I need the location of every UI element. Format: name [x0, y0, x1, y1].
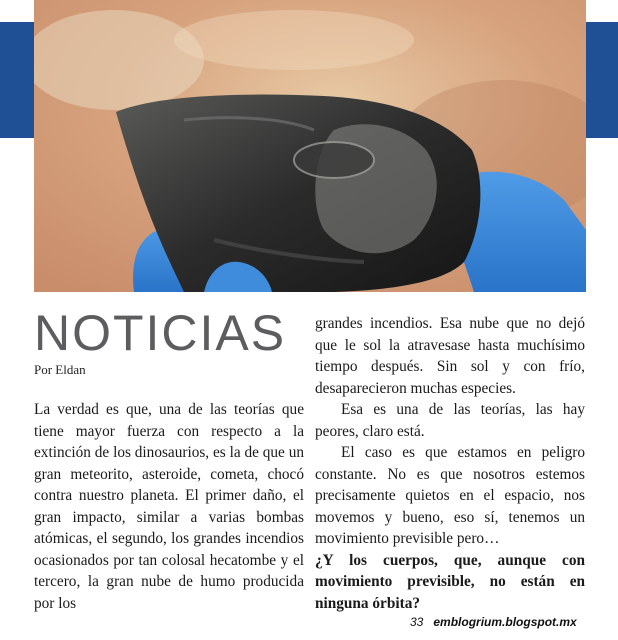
header-band-right — [586, 22, 618, 138]
meteorite-photo — [34, 0, 586, 292]
right-paragraph-3: El caso es que estamos en peligro constante. No es que nosotros estemos precisamente quietos en el espacio, nos movemos y bueno, eso sí, tenemos un movimiento previsible pero… — [315, 444, 585, 547]
left-paragraph: La verdad es que, una de las teorías que tiene mayor fuerza con respecto a la extinción de los dinosaurios, es la de que un gran meteorito, asteroide, cometa, chocó contra nuestro planeta. El primer daño, el gran impacto, similar a varias bombas atómicas, el segundo, los grandes incendios ocasionados por tan colosal hecatombe y el tercero, la gran nube de humo producida por los — [34, 401, 304, 612]
byline: Por Eldan — [34, 362, 86, 377]
page-footer — [410, 615, 577, 629]
header-band-left — [0, 22, 34, 138]
left-column — [34, 399, 304, 614]
right-paragraph-2: Esa es una de las teorías, las hay peores, claro está. — [315, 401, 585, 440]
closing-question: ¿Y los cuerpos, que, aunque con movimiento previsible, no están en ninguna órbita? — [315, 551, 585, 612]
section-title: NOTICIAS — [34, 305, 287, 361]
page-number: 33 — [410, 615, 424, 629]
right-column — [315, 313, 585, 614]
right-paragraph-1: grandes incendios. Esa nube que no dejó que le sol la atravesase hasta muchísimo tiempo después. Sin sol y con frío, desaparecieron muchas especies. — [315, 315, 585, 397]
site-link[interactable]: emblogrium.blogspot.mx — [433, 615, 577, 629]
